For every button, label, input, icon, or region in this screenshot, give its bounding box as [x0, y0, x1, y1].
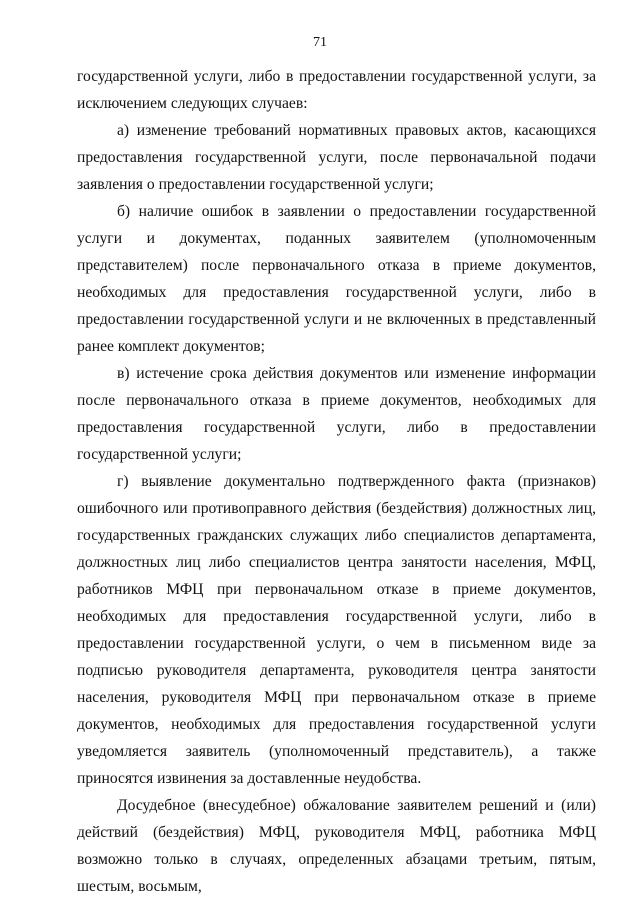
paragraph-appeal: Досудебное (внесудебное) обжалование заявителем решений и (или) действий (бездействия) МФЦ, руководителя МФЦ, работника МФЦ возможно только в случаях, определенных абзацами третьим, пятым, шестым, восьмым,	[77, 797, 596, 895]
paragraph-item-a: а) изменение требований нормативных правовых актов, касающихся предоставления государственной услуги, после первоначальной подачи заявления о предоставлении государственной услуги;	[77, 122, 596, 193]
document-body	[77, 63, 596, 900]
paragraph-item-v: в) истечение срока действия документов или изменение информации после первоначального отказа в приеме документов, необходимых для предоставления государственной услуги, либо в предоставлении государственной услуги;	[77, 365, 596, 463]
page-number: 71	[313, 35, 327, 50]
paragraph-item-g: г) выявление документально подтвержденного факта (признаков) ошибочного или противоправного действия (бездействия) должностных лиц, государственных гражданских служащих либо специалистов департамента, должностных лиц либо специалистов центра занятости населения, МФЦ, работников МФЦ при первоначальном отказе в приеме документов, необходимых для предоставления государственной услуги, либо в предоставлении государственной услуги, о чем в письменном виде за подписью руководителя департамента, руководителя центра занятости населения, руководителя МФЦ при первоначальном отказе в приеме документов, необходимых для предоставления государственной услуги уведомляется заявитель (уполномоченный представитель), а также приносятся извинения за доставленные неудобства.	[77, 473, 596, 787]
paragraph-item-b: б) наличие ошибок в заявлении о предоставлении государственной услуги и документах, поданных заявителем (уполномоченным представителем) после первоначального отказа в приеме документов, необходимых для предоставления государственной услуги, либо в предоставлении государственной услуги и не включенных в представленный ранее комплект документов;	[77, 203, 596, 355]
paragraph-continuation: государственной услуги, либо в предоставлении государственной услуги, за исключением следующих случаев:	[77, 68, 596, 112]
